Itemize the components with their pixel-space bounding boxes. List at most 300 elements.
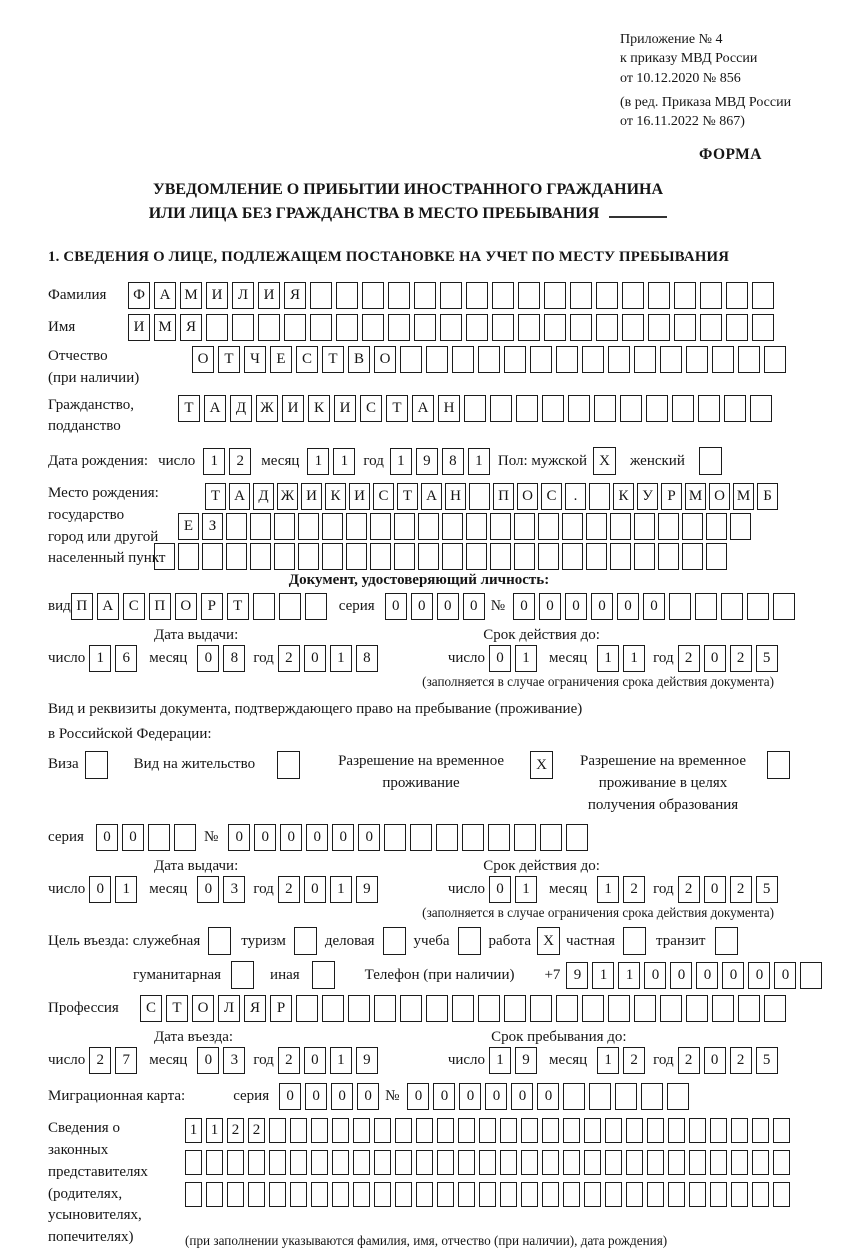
char-cell[interactable] <box>634 513 655 540</box>
char-cell[interactable] <box>530 995 552 1022</box>
char-cell[interactable]: 2 <box>227 1118 244 1143</box>
char-cell[interactable]: С <box>296 346 318 373</box>
char-cell[interactable]: П <box>71 593 93 620</box>
char-cell[interactable] <box>605 1182 622 1207</box>
char-cell[interactable]: Ч <box>244 346 266 373</box>
char-cell[interactable]: 0 <box>774 962 796 989</box>
char-cell[interactable]: В <box>348 346 370 373</box>
char-cell[interactable] <box>726 314 748 341</box>
char-cell[interactable] <box>634 995 656 1022</box>
char-cell[interactable] <box>563 1083 585 1110</box>
char-cell[interactable] <box>426 346 448 373</box>
char-cell[interactable] <box>764 346 786 373</box>
char-cell[interactable] <box>706 543 727 570</box>
char-cell[interactable]: Б <box>757 483 778 510</box>
char-cell[interactable] <box>752 314 774 341</box>
char-cell[interactable] <box>584 1182 601 1207</box>
char-cell[interactable]: 0 <box>704 876 726 903</box>
char-cell[interactable] <box>395 1182 412 1207</box>
char-cell[interactable] <box>668 1182 685 1207</box>
char-cell[interactable]: К <box>613 483 634 510</box>
char-cell[interactable]: Т <box>227 593 249 620</box>
char-cell[interactable] <box>586 513 607 540</box>
char-cell[interactable] <box>232 314 254 341</box>
char-cell[interactable]: 1 <box>115 876 137 903</box>
char-cell[interactable]: 0 <box>617 593 639 620</box>
char-cell[interactable]: 0 <box>511 1083 533 1110</box>
char-cell[interactable]: М <box>154 314 176 341</box>
char-cell[interactable] <box>478 995 500 1022</box>
char-cell[interactable]: 0 <box>463 593 485 620</box>
char-cell[interactable] <box>738 995 760 1022</box>
char-cell[interactable]: 1 <box>89 645 111 672</box>
char-cell[interactable] <box>277 751 300 779</box>
char-cell[interactable] <box>596 282 618 309</box>
char-cell[interactable] <box>773 1118 790 1143</box>
char-cell[interactable]: 0 <box>489 645 511 672</box>
char-cell[interactable] <box>466 513 487 540</box>
char-cell[interactable]: 2 <box>623 1047 645 1074</box>
char-cell[interactable] <box>586 543 607 570</box>
char-cell[interactable]: П <box>149 593 171 620</box>
char-cell[interactable] <box>466 314 488 341</box>
char-cell[interactable] <box>610 513 631 540</box>
char-cell[interactable] <box>279 593 301 620</box>
char-cell[interactable]: 1 <box>592 962 614 989</box>
char-cell[interactable] <box>436 824 458 851</box>
char-cell[interactable] <box>394 513 415 540</box>
char-cell[interactable]: 0 <box>304 1047 326 1074</box>
char-cell[interactable]: 1 <box>515 645 537 672</box>
char-cell[interactable] <box>594 395 616 422</box>
char-cell[interactable]: 0 <box>696 962 718 989</box>
char-cell[interactable] <box>336 282 358 309</box>
char-cell[interactable] <box>374 1118 391 1143</box>
char-cell[interactable] <box>726 282 748 309</box>
char-cell[interactable]: 1 <box>206 1118 223 1143</box>
char-cell[interactable] <box>648 314 670 341</box>
char-cell[interactable] <box>589 1083 611 1110</box>
char-cell[interactable]: С <box>140 995 162 1022</box>
char-cell[interactable] <box>658 513 679 540</box>
char-cell[interactable] <box>388 282 410 309</box>
char-cell[interactable] <box>384 824 406 851</box>
char-cell[interactable] <box>185 1182 202 1207</box>
char-cell[interactable] <box>540 824 562 851</box>
char-cell[interactable]: С <box>373 483 394 510</box>
char-cell[interactable] <box>85 751 108 779</box>
char-cell[interactable] <box>332 1182 349 1207</box>
char-cell[interactable] <box>284 314 306 341</box>
char-cell[interactable] <box>542 1150 559 1175</box>
char-cell[interactable]: 7 <box>115 1047 137 1074</box>
char-cell[interactable]: Т <box>386 395 408 422</box>
char-cell[interactable] <box>566 824 588 851</box>
char-cell[interactable]: X <box>593 447 616 475</box>
char-cell[interactable] <box>669 593 691 620</box>
char-cell[interactable]: 0 <box>565 593 587 620</box>
char-cell[interactable] <box>518 314 540 341</box>
char-cell[interactable]: 0 <box>437 593 459 620</box>
char-cell[interactable] <box>647 1182 664 1207</box>
char-cell[interactable]: 0 <box>539 593 561 620</box>
char-cell[interactable] <box>648 282 670 309</box>
char-cell[interactable] <box>269 1182 286 1207</box>
char-cell[interactable] <box>674 282 696 309</box>
char-cell[interactable]: П <box>493 483 514 510</box>
char-cell[interactable]: 0 <box>513 593 535 620</box>
char-cell[interactable]: X <box>537 927 560 955</box>
char-cell[interactable] <box>710 1182 727 1207</box>
char-cell[interactable] <box>715 927 738 955</box>
char-cell[interactable]: Е <box>270 346 292 373</box>
char-cell[interactable] <box>596 314 618 341</box>
char-cell[interactable] <box>395 1118 412 1143</box>
char-cell[interactable] <box>682 543 703 570</box>
char-cell[interactable]: 0 <box>644 962 666 989</box>
char-cell[interactable] <box>764 995 786 1022</box>
char-cell[interactable]: А <box>421 483 442 510</box>
char-cell[interactable]: 1 <box>333 448 355 475</box>
char-cell[interactable]: 9 <box>515 1047 537 1074</box>
char-cell[interactable] <box>582 346 604 373</box>
char-cell[interactable] <box>206 314 228 341</box>
char-cell[interactable] <box>563 1182 580 1207</box>
char-cell[interactable]: 2 <box>678 645 700 672</box>
char-cell[interactable]: 1 <box>597 1047 619 1074</box>
char-cell[interactable] <box>437 1150 454 1175</box>
char-cell[interactable] <box>353 1150 370 1175</box>
char-cell[interactable]: 2 <box>623 876 645 903</box>
char-cell[interactable] <box>452 995 474 1022</box>
char-cell[interactable]: 0 <box>228 824 250 851</box>
char-cell[interactable]: 1 <box>515 876 537 903</box>
char-cell[interactable]: 2 <box>89 1047 111 1074</box>
char-cell[interactable]: 0 <box>704 645 726 672</box>
char-cell[interactable]: Р <box>201 593 223 620</box>
char-cell[interactable] <box>731 1150 748 1175</box>
char-cell[interactable]: 0 <box>89 876 111 903</box>
char-cell[interactable] <box>608 346 630 373</box>
char-cell[interactable] <box>231 961 254 989</box>
char-cell[interactable]: 2 <box>678 876 700 903</box>
char-cell[interactable]: 0 <box>197 876 219 903</box>
char-cell[interactable]: 2 <box>730 1047 752 1074</box>
char-cell[interactable]: И <box>258 282 280 309</box>
char-cell[interactable]: 5 <box>756 876 778 903</box>
char-cell[interactable] <box>362 314 384 341</box>
char-cell[interactable] <box>437 1182 454 1207</box>
char-cell[interactable]: К <box>325 483 346 510</box>
char-cell[interactable] <box>773 593 795 620</box>
char-cell[interactable] <box>542 1182 559 1207</box>
char-cell[interactable]: 1 <box>390 448 412 475</box>
char-cell[interactable]: 9 <box>356 1047 378 1074</box>
char-cell[interactable] <box>562 513 583 540</box>
char-cell[interactable]: 1 <box>185 1118 202 1143</box>
char-cell[interactable] <box>462 824 484 851</box>
char-cell[interactable] <box>290 1118 307 1143</box>
char-cell[interactable]: Н <box>438 395 460 422</box>
char-cell[interactable] <box>544 314 566 341</box>
char-cell[interactable] <box>731 1182 748 1207</box>
char-cell[interactable]: Е <box>178 513 199 540</box>
char-cell[interactable] <box>620 395 642 422</box>
char-cell[interactable] <box>568 395 590 422</box>
char-cell[interactable] <box>174 824 196 851</box>
char-cell[interactable]: С <box>360 395 382 422</box>
char-cell[interactable] <box>370 543 391 570</box>
char-cell[interactable] <box>542 1118 559 1143</box>
char-cell[interactable]: 0 <box>96 824 118 851</box>
char-cell[interactable] <box>202 543 223 570</box>
char-cell[interactable] <box>634 543 655 570</box>
char-cell[interactable]: 0 <box>722 962 744 989</box>
char-cell[interactable]: О <box>192 346 214 373</box>
char-cell[interactable] <box>298 543 319 570</box>
char-cell[interactable]: Т <box>218 346 240 373</box>
char-cell[interactable] <box>479 1150 496 1175</box>
char-cell[interactable] <box>750 395 772 422</box>
char-cell[interactable]: 1 <box>307 448 329 475</box>
char-cell[interactable]: А <box>97 593 119 620</box>
char-cell[interactable]: С <box>541 483 562 510</box>
char-cell[interactable] <box>500 1150 517 1175</box>
char-cell[interactable] <box>305 593 327 620</box>
char-cell[interactable]: И <box>301 483 322 510</box>
char-cell[interactable] <box>514 513 535 540</box>
char-cell[interactable]: 1 <box>330 876 352 903</box>
char-cell[interactable] <box>724 395 746 422</box>
char-cell[interactable]: 2 <box>678 1047 700 1074</box>
char-cell[interactable] <box>458 1182 475 1207</box>
char-cell[interactable] <box>208 927 231 955</box>
char-cell[interactable] <box>322 543 343 570</box>
char-cell[interactable] <box>516 395 538 422</box>
char-cell[interactable] <box>504 346 526 373</box>
char-cell[interactable]: 6 <box>115 645 137 672</box>
char-cell[interactable] <box>269 1118 286 1143</box>
char-cell[interactable] <box>700 314 722 341</box>
char-cell[interactable] <box>294 927 317 955</box>
char-cell[interactable] <box>416 1150 433 1175</box>
char-cell[interactable] <box>544 282 566 309</box>
char-cell[interactable]: 0 <box>306 824 328 851</box>
char-cell[interactable]: А <box>229 483 250 510</box>
char-cell[interactable] <box>492 282 514 309</box>
char-cell[interactable]: 2 <box>278 1047 300 1074</box>
char-cell[interactable] <box>310 314 332 341</box>
char-cell[interactable] <box>626 1182 643 1207</box>
char-cell[interactable] <box>395 1150 412 1175</box>
char-cell[interactable]: 9 <box>566 962 588 989</box>
char-cell[interactable] <box>563 1150 580 1175</box>
char-cell[interactable] <box>623 927 646 955</box>
char-cell[interactable]: X <box>530 751 553 779</box>
char-cell[interactable] <box>538 513 559 540</box>
char-cell[interactable]: О <box>192 995 214 1022</box>
char-cell[interactable] <box>418 513 439 540</box>
char-cell[interactable] <box>479 1118 496 1143</box>
char-cell[interactable] <box>226 513 247 540</box>
char-cell[interactable] <box>332 1150 349 1175</box>
char-cell[interactable] <box>410 824 432 851</box>
char-cell[interactable]: 1 <box>489 1047 511 1074</box>
char-cell[interactable] <box>738 346 760 373</box>
char-cell[interactable] <box>374 1150 391 1175</box>
char-cell[interactable]: Л <box>218 995 240 1022</box>
char-cell[interactable]: 0 <box>357 1083 379 1110</box>
char-cell[interactable]: Д <box>253 483 274 510</box>
char-cell[interactable]: 0 <box>254 824 276 851</box>
char-cell[interactable]: 0 <box>305 1083 327 1110</box>
char-cell[interactable] <box>226 543 247 570</box>
char-cell[interactable]: 0 <box>197 1047 219 1074</box>
char-cell[interactable] <box>622 282 644 309</box>
char-cell[interactable] <box>538 543 559 570</box>
char-cell[interactable]: 1 <box>468 448 490 475</box>
char-cell[interactable]: 3 <box>223 1047 245 1074</box>
char-cell[interactable]: З <box>202 513 223 540</box>
char-cell[interactable]: 2 <box>730 645 752 672</box>
char-cell[interactable]: И <box>206 282 228 309</box>
char-cell[interactable]: 5 <box>756 1047 778 1074</box>
char-cell[interactable]: 1 <box>597 645 619 672</box>
char-cell[interactable] <box>440 282 462 309</box>
char-cell[interactable] <box>660 995 682 1022</box>
char-cell[interactable]: И <box>282 395 304 422</box>
char-cell[interactable] <box>610 543 631 570</box>
char-cell[interactable]: М <box>180 282 202 309</box>
char-cell[interactable] <box>647 1150 664 1175</box>
char-cell[interactable]: 0 <box>407 1083 429 1110</box>
char-cell[interactable] <box>605 1118 622 1143</box>
char-cell[interactable] <box>615 1083 637 1110</box>
char-cell[interactable] <box>348 995 370 1022</box>
char-cell[interactable]: 2 <box>278 876 300 903</box>
char-cell[interactable]: Ф <box>128 282 150 309</box>
char-cell[interactable]: С <box>123 593 145 620</box>
char-cell[interactable] <box>374 1182 391 1207</box>
char-cell[interactable] <box>658 543 679 570</box>
char-cell[interactable] <box>353 1182 370 1207</box>
char-cell[interactable] <box>674 314 696 341</box>
char-cell[interactable] <box>290 1182 307 1207</box>
char-cell[interactable] <box>442 543 463 570</box>
char-cell[interactable]: 0 <box>304 876 326 903</box>
char-cell[interactable] <box>646 395 668 422</box>
char-cell[interactable] <box>466 282 488 309</box>
char-cell[interactable]: 2 <box>730 876 752 903</box>
char-cell[interactable] <box>589 483 610 510</box>
char-cell[interactable]: 0 <box>122 824 144 851</box>
char-cell[interactable] <box>322 995 344 1022</box>
char-cell[interactable]: О <box>517 483 538 510</box>
char-cell[interactable] <box>710 1118 727 1143</box>
char-cell[interactable] <box>206 1150 223 1175</box>
char-cell[interactable] <box>311 1150 328 1175</box>
char-cell[interactable] <box>414 314 436 341</box>
char-cell[interactable] <box>492 314 514 341</box>
char-cell[interactable]: 0 <box>385 593 407 620</box>
char-cell[interactable]: 0 <box>433 1083 455 1110</box>
char-cell[interactable] <box>800 962 822 989</box>
char-cell[interactable] <box>311 1118 328 1143</box>
char-cell[interactable]: М <box>685 483 706 510</box>
char-cell[interactable] <box>521 1182 538 1207</box>
char-cell[interactable] <box>374 995 396 1022</box>
char-cell[interactable] <box>298 513 319 540</box>
char-cell[interactable]: 2 <box>248 1118 265 1143</box>
char-cell[interactable] <box>634 346 656 373</box>
char-cell[interactable] <box>148 824 170 851</box>
char-cell[interactable] <box>689 1118 706 1143</box>
char-cell[interactable]: 1 <box>623 645 645 672</box>
char-cell[interactable] <box>478 346 500 373</box>
char-cell[interactable] <box>490 543 511 570</box>
char-cell[interactable]: У <box>637 483 658 510</box>
char-cell[interactable]: 0 <box>280 824 302 851</box>
char-cell[interactable] <box>556 346 578 373</box>
char-cell[interactable]: Я <box>284 282 306 309</box>
char-cell[interactable]: 0 <box>411 593 433 620</box>
char-cell[interactable] <box>490 395 512 422</box>
char-cell[interactable] <box>312 961 335 989</box>
char-cell[interactable] <box>250 513 271 540</box>
char-cell[interactable]: 2 <box>278 645 300 672</box>
char-cell[interactable]: 5 <box>756 645 778 672</box>
char-cell[interactable] <box>747 593 769 620</box>
char-cell[interactable] <box>686 346 708 373</box>
char-cell[interactable] <box>248 1150 265 1175</box>
char-cell[interactable] <box>227 1150 244 1175</box>
char-cell[interactable] <box>274 543 295 570</box>
char-cell[interactable] <box>500 1118 517 1143</box>
char-cell[interactable] <box>668 1118 685 1143</box>
char-cell[interactable] <box>322 513 343 540</box>
char-cell[interactable]: 1 <box>330 645 352 672</box>
char-cell[interactable] <box>641 1083 663 1110</box>
char-cell[interactable]: 0 <box>670 962 692 989</box>
char-cell[interactable] <box>362 282 384 309</box>
char-cell[interactable] <box>530 346 552 373</box>
char-cell[interactable]: 0 <box>358 824 380 851</box>
char-cell[interactable] <box>514 824 536 851</box>
char-cell[interactable]: Д <box>230 395 252 422</box>
char-cell[interactable]: 3 <box>223 876 245 903</box>
char-cell[interactable] <box>605 1150 622 1175</box>
char-cell[interactable] <box>442 513 463 540</box>
char-cell[interactable] <box>370 513 391 540</box>
char-cell[interactable]: Ж <box>277 483 298 510</box>
char-cell[interactable]: 0 <box>748 962 770 989</box>
char-cell[interactable] <box>383 927 406 955</box>
char-cell[interactable] <box>667 1083 689 1110</box>
char-cell[interactable] <box>773 1182 790 1207</box>
char-cell[interactable] <box>686 995 708 1022</box>
char-cell[interactable] <box>556 995 578 1022</box>
char-cell[interactable] <box>416 1118 433 1143</box>
char-cell[interactable]: 1 <box>618 962 640 989</box>
char-cell[interactable] <box>394 543 415 570</box>
char-cell[interactable] <box>332 1118 349 1143</box>
char-cell[interactable]: 0 <box>197 645 219 672</box>
char-cell[interactable]: А <box>412 395 434 422</box>
char-cell[interactable] <box>521 1118 538 1143</box>
char-cell[interactable] <box>689 1182 706 1207</box>
char-cell[interactable] <box>248 1182 265 1207</box>
char-cell[interactable] <box>479 1182 496 1207</box>
